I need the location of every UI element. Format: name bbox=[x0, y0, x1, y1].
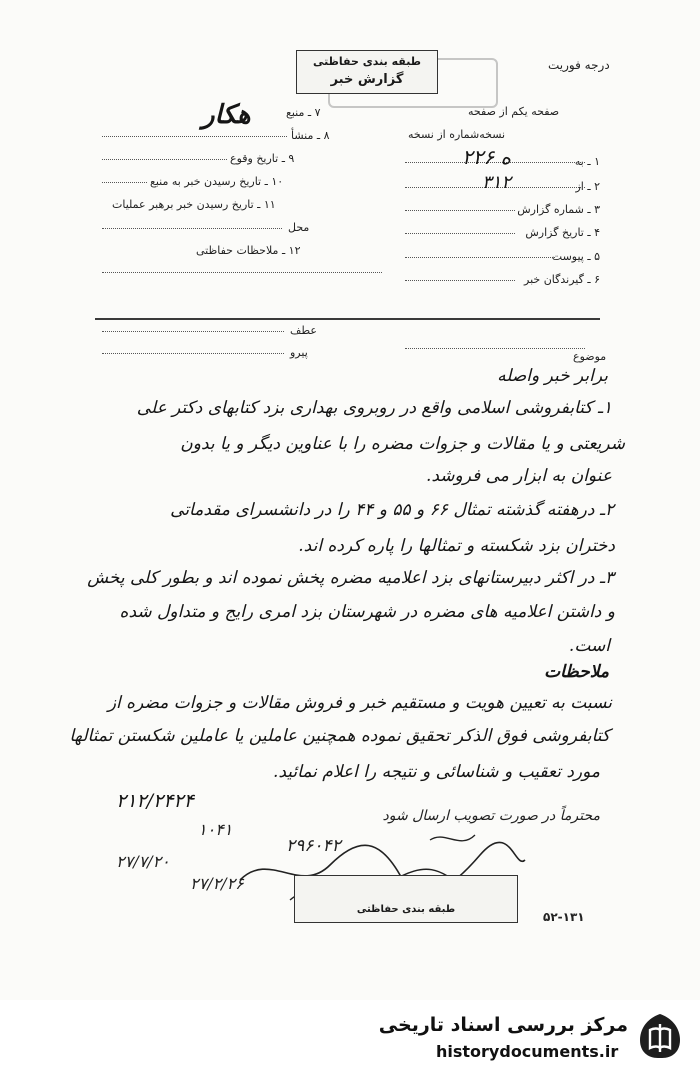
annotation-line-1: ۲۹۶۰۴۲ bbox=[286, 836, 341, 856]
atf-label: عطف bbox=[290, 324, 317, 337]
peyro-dots bbox=[102, 353, 284, 354]
handwritten-source: هکار bbox=[202, 100, 251, 130]
page-of-field: صفحه یکم از صفحه bbox=[468, 105, 560, 118]
field-occurrence-date-dots bbox=[102, 159, 227, 160]
field-recipients-dots bbox=[405, 280, 515, 281]
body-line-4: ۲ـ درهفته گذشته تمثال ۶۶ و ۵۵ و ۴۴ را در دانشسرای مقدماتی bbox=[170, 500, 614, 520]
field-report-number-dots bbox=[405, 210, 515, 211]
remarks-line-0: نسبت به تعیین هویت و مستقیم خبر و فروش مقالات و جزوات مضره از bbox=[107, 693, 612, 713]
org-name: مرکز بررسی اسناد تاریخی bbox=[378, 1014, 628, 1036]
body-line-2: شریعتی و یا مقالات و جزوات مضره را با عناوین دیگر و یا بدون bbox=[180, 434, 625, 454]
copy-number-field: نسخه‌شماره از نسخه bbox=[408, 128, 506, 141]
field-origin-dots bbox=[102, 136, 287, 137]
field-source: ۷ ـ منبع bbox=[286, 106, 321, 119]
body-line-3: عنوان به ابزار می فروشد. bbox=[425, 466, 612, 486]
body-line-0: برابر خبر واصله bbox=[497, 366, 608, 386]
atf-dots bbox=[102, 331, 284, 332]
peyro-label: پیرو bbox=[290, 346, 308, 359]
body-line-7: و داشتن اعلامیه های مضره در شهرستان بزد امری رایج و متداول شده bbox=[119, 602, 615, 622]
classification-bottom-box bbox=[294, 875, 518, 923]
field-report-number: ۳ ـ شماره گزارش bbox=[517, 203, 600, 216]
website-link[interactable]: historydocuments.ir bbox=[436, 1042, 619, 1061]
field-location: محل bbox=[288, 221, 310, 234]
annotation-number: ۲۱۲/۲۴۲۴ bbox=[116, 790, 194, 812]
field-recipients: ۶ ـ گیرندگان خبر bbox=[524, 273, 600, 286]
body-line-6: ۳ـ در اکثر دبیرستانهای بزد اعلامیه مضره پخش نموده اند و بطور کلی پخش bbox=[87, 568, 614, 588]
body-line-5: دختران بزد شکسته و تمثالها را پاره کرده اند. bbox=[298, 536, 615, 556]
form-code: ۵۲-۱۳۱ bbox=[543, 910, 585, 924]
field-date-to-leader: ۱۱ ـ تاریخ رسیدن خبر برهبر عملیات bbox=[112, 198, 276, 211]
field-date-to-source-dots bbox=[102, 182, 147, 183]
field-occurrence-date: ۹ ـ تاریخ وقوع bbox=[230, 152, 295, 165]
annotation-small: ۱۰۴۱ bbox=[198, 820, 233, 839]
priority-label: درجه فوریت bbox=[548, 58, 610, 72]
classification-bottom-text: طبقه بندی حفاظتی bbox=[356, 904, 456, 915]
book-icon bbox=[636, 1010, 684, 1062]
subject-label: موضوع bbox=[573, 350, 607, 363]
field-origin: ۸ ـ منشأ bbox=[291, 129, 330, 142]
field-date-to-source: ۱۰ ـ تاریخ رسیدن خبر به منبع bbox=[150, 175, 284, 188]
field-report-date-dots bbox=[405, 233, 515, 234]
subject-divider bbox=[95, 318, 600, 320]
annotation-line-3: ۲۷/۲/۲۶ bbox=[190, 874, 244, 893]
field-security-remarks-dots bbox=[102, 272, 382, 273]
report-type-title: گزارش خبر bbox=[330, 72, 404, 87]
handwritten-to: ۲۲۶ ه bbox=[462, 145, 512, 169]
remarks-line-2: مورد تعقیب و شناسائی و نتیجه را اعلام نمائید. bbox=[272, 762, 600, 782]
field-attachment-dots bbox=[405, 257, 555, 258]
field-to-label: ۱ ـ به bbox=[574, 155, 600, 168]
classification-top-text: طبقه بندی حفاظتی bbox=[312, 55, 422, 68]
field-security-remarks: ۱۲ ـ ملاحظات حفاظتی bbox=[196, 244, 301, 257]
reference-right-dots bbox=[405, 348, 585, 349]
field-report-date: ۴ ـ تاریخ گزارش bbox=[525, 226, 600, 239]
remarks-label: ملاحظات bbox=[544, 662, 609, 682]
footer bbox=[0, 1000, 700, 1073]
annotation-line-0: محترماً در صورت تصویب ارسال شود bbox=[382, 808, 600, 824]
field-attachment: ۵ ـ پیوست bbox=[551, 250, 600, 263]
classification-top-box bbox=[296, 50, 438, 94]
handwritten-from: ۳۱۲ bbox=[482, 172, 512, 193]
field-location-dots bbox=[102, 228, 282, 229]
field-from-label: ۲ ـ از bbox=[575, 180, 600, 193]
body-line-1: ۱ـ کتابفروشی اسلامی واقع در روبروی بهداری بزد کتابهای دکتر علی bbox=[136, 398, 612, 418]
remarks-line-1: کتابفروشی فوق الذکر تحقیق نموده همچنین عاملین یا عاملین شکستن تمثالها bbox=[69, 726, 610, 746]
body-line-8: است. bbox=[568, 636, 610, 656]
annotation-line-2: ۲۷/۷/۲۰ bbox=[116, 852, 170, 871]
